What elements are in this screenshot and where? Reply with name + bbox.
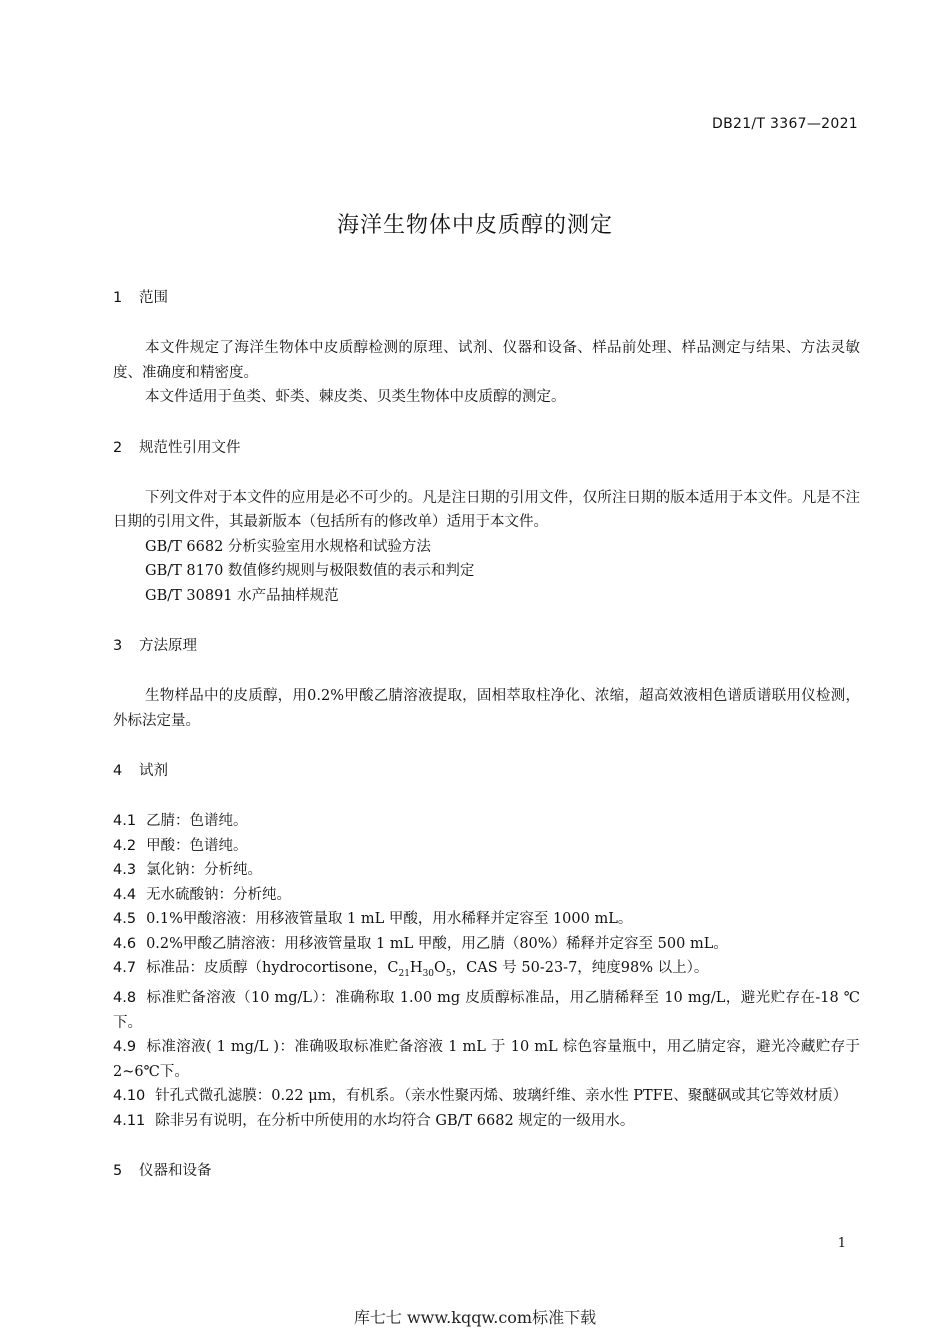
reference-item: GB/T 6682 分析实验室用水规格和试验方法 — [145, 538, 431, 555]
section-number: 3 — [113, 638, 123, 654]
scope-paragraph: 本文件规定了海洋生物体中皮质醇检测的原理、试剂、仪器和设备、样品前处理、样品测定与结果、方法灵敏度、准确度和精密度。 — [113, 340, 860, 381]
section-title: 方法原理 — [139, 638, 197, 654]
references-paragraph: 下列文件对于本文件的应用是必不可少的。凡是注日期的引用文件，仅所注日期的版本适用于本文件。凡是不注日期的引用文件，其最新版本（包括所有的修改单）适用于本文件。 — [113, 489, 860, 530]
section-heading-principle — [113, 634, 860, 658]
item-number: 4.6 — [113, 935, 137, 952]
formula-subscript: 21 — [398, 968, 410, 979]
section-title: 仪器和设备 — [139, 1163, 212, 1180]
item-text: ，CAS 号 50-23-7，纯度98% 以上）。 — [451, 960, 709, 976]
formula-subscript: 5 — [445, 968, 452, 979]
page-number: 1 — [837, 1236, 846, 1251]
reagent-item — [113, 932, 860, 957]
item-text: 针孔式微孔滤膜：0.22 μm，有机系。（亲水性聚丙烯、玻璃纤维、亲水性 PTFE、聚醚砜或其它等效材质） — [155, 1088, 848, 1105]
principle-paragraph: 生物样品中的皮质醇，用0.2%甲酸乙腈溶液提取，固相萃取柱净化、浓缩，超高效液相色谱质谱联用仪检测，外标法定量。 — [113, 688, 860, 729]
section-title: 范围 — [139, 290, 168, 306]
reagent-item — [113, 1035, 860, 1084]
item-number: 4.11 — [113, 1112, 146, 1129]
item-text: 标准溶液( 1 mg/L )：准确吸取标准贮备溶液 1 mL 于 10 mL 棕色容量瓶中，用乙腈定容，避光冷藏贮存于 2~6℃下。 — [113, 1039, 860, 1080]
item-text: 无水硫酸钠：分析纯。 — [146, 886, 292, 903]
section-title: 试剂 — [139, 763, 168, 779]
scope-paragraph: 本文件适用于鱼类、虾类、棘皮类、贝类生物体中皮质醇的测定。 — [145, 389, 566, 405]
item-text: 0.1%甲酸溶液：用移液管量取 1 mL 甲酸，用水稀释并定容至 1000 mL。 — [146, 911, 633, 927]
section-heading-reagents — [113, 759, 860, 783]
reagent-item — [113, 883, 860, 908]
section-heading-scope — [113, 286, 860, 310]
formula-element: H — [409, 960, 423, 976]
section-heading-apparatus — [113, 1159, 860, 1183]
document-title: 海洋生物体中皮质醇的测定 — [336, 213, 613, 238]
item-number: 4.3 — [113, 862, 137, 878]
reagent-item — [113, 858, 860, 883]
reagent-item — [113, 1109, 860, 1134]
section-number: 1 — [113, 290, 123, 306]
item-number: 4.2 — [113, 837, 137, 854]
item-text: 氯化钠：分析纯。 — [146, 862, 263, 878]
item-number: 4.7 — [113, 960, 137, 976]
reagent-item — [113, 834, 860, 859]
section-number: 2 — [113, 439, 123, 456]
formula-subscript: 30 — [422, 968, 435, 979]
reagent-item — [113, 1084, 860, 1109]
item-text: 除非另有说明，在分析中所使用的水均符合 GB/T 6682 规定的一级用水。 — [155, 1112, 635, 1129]
section-number: 5 — [113, 1163, 123, 1180]
reagent-item — [113, 809, 860, 834]
item-text: 标准贮备溶液（10 mg/L）：准确称取 1.00 mg 皮质醇标准品，用乙腈稀释至 10 mg/L，避光贮存在-18 ℃下。 — [113, 990, 860, 1031]
reagent-item — [113, 907, 860, 932]
section-title: 规范性引用文件 — [139, 439, 241, 456]
item-number: 4.4 — [113, 886, 137, 903]
item-number: 4.9 — [113, 1039, 137, 1056]
reference-item: GB/T 30891 水产品抽样规范 — [145, 587, 339, 604]
item-number: 4.8 — [113, 990, 137, 1007]
item-text: 甲酸：色谱纯。 — [146, 837, 248, 854]
reference-item: GB/T 8170 数值修约规则与极限数值的表示和判定 — [145, 563, 475, 579]
reagent-item — [113, 956, 860, 986]
item-text: 标准品：皮质醇（hydrocortisone，C — [146, 960, 399, 976]
watermark-text: 库七七 www.kqqw.com标准下载 — [353, 1308, 597, 1327]
formula-element: O — [434, 960, 446, 976]
section-heading-normative-references — [113, 436, 860, 460]
document-body — [113, 286, 860, 1183]
item-number: 4.1 — [113, 813, 137, 829]
item-number: 4.10 — [113, 1088, 146, 1105]
item-text: 0.2%甲酸乙腈溶液：用移液管量取 1 mL 甲酸，用乙腈（80%）稀释并定容至 500 mL。 — [146, 935, 728, 952]
section-number: 4 — [113, 763, 123, 779]
reagent-item — [113, 986, 860, 1035]
standard-number: DB21/T 3367—2021 — [712, 116, 858, 132]
item-text: 乙腈：色谱纯。 — [146, 813, 248, 829]
item-number: 4.5 — [113, 911, 137, 927]
